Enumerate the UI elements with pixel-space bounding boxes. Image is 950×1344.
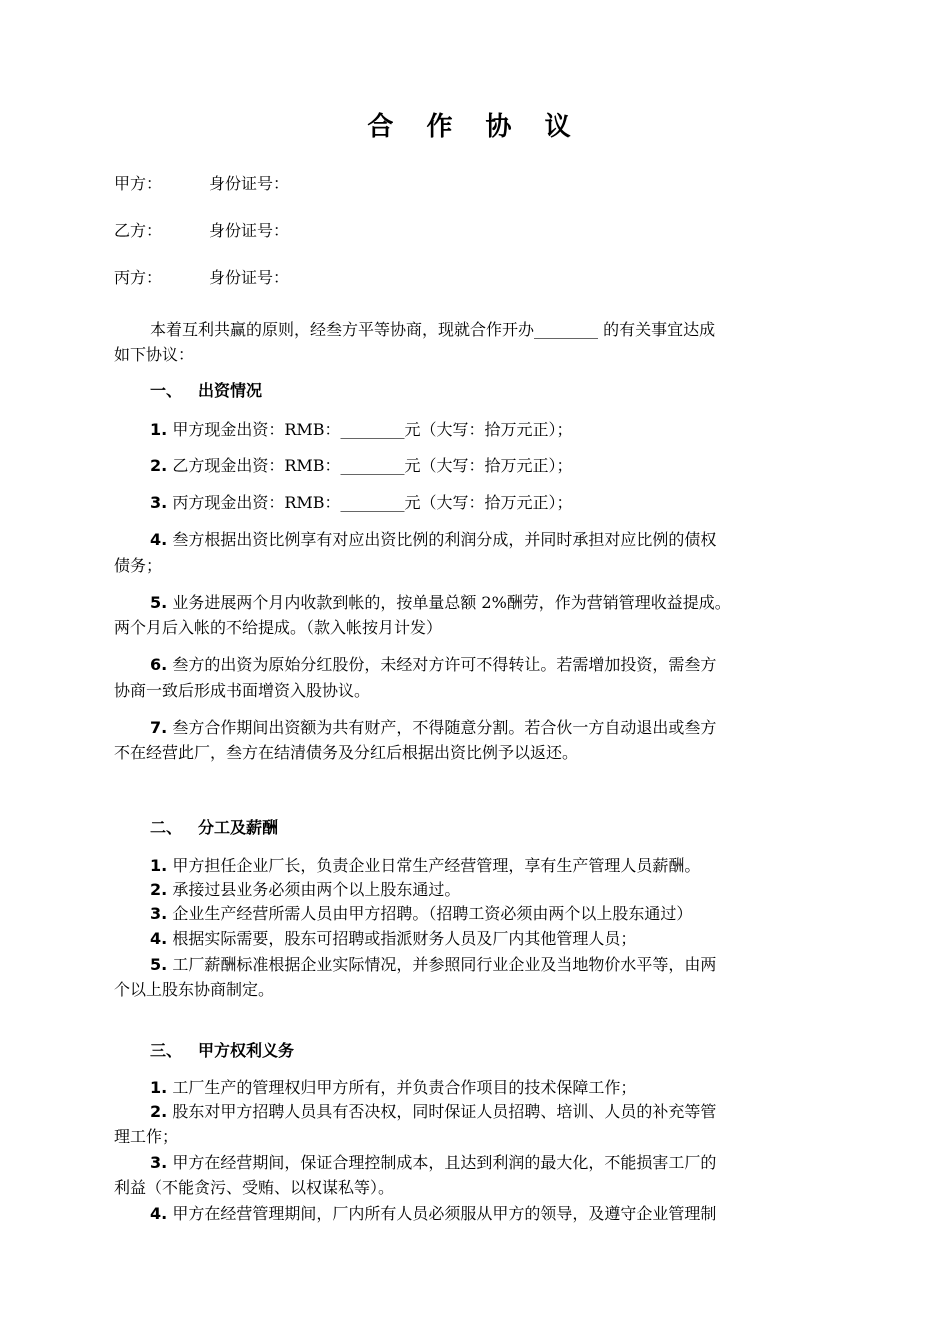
- s1-item-5-text: 业务进展两个月内收款到帐的，按单量总额 2%酬劳，作为营销管理收益提成。: [172, 593, 731, 612]
- s3-item-2-text: 股东对甲方招聘人员具有否决权，同时保证人员招聘、培训、人员的补充等管: [172, 1102, 717, 1121]
- s3-item-2-number: 2.: [150, 1102, 168, 1121]
- s3-item-1-number: 1.: [150, 1078, 168, 1097]
- section-2-heading: [150, 818, 838, 838]
- party-c-id-label: 身份证号：: [209, 268, 290, 287]
- s1-item-5: [150, 593, 838, 613]
- s1-item-6-cont: 协商一致后形成书面增资入股协议。: [114, 681, 371, 700]
- s1-item-7-number: 7.: [150, 718, 168, 737]
- s1-item-3-text: 丙方现金出资：RMB：________元（大写：拾万元正）；: [172, 493, 573, 512]
- s1-item-7-cont: 不在经营此厂，叁方在结清债务及分红后根据出资比例予以返还。: [114, 743, 579, 762]
- section-1-title: 出资情况: [198, 381, 263, 400]
- s2-item-3: [150, 904, 838, 924]
- s1-item-5-number: 5.: [150, 593, 168, 612]
- party-b: [114, 221, 838, 241]
- s1-item-3: [150, 493, 838, 513]
- s1-item-3-number: 3.: [150, 493, 168, 512]
- s3-item-2-cont: 理工作；: [114, 1127, 179, 1146]
- section-2-number: 二、: [150, 818, 183, 837]
- s2-item-1-number: 1.: [150, 856, 168, 875]
- s3-item-3-number: 3.: [150, 1153, 168, 1172]
- s2-item-5-text: 工厂薪酬标准根据企业实际情况，并参照同行业企业及当地物价水平等，由两: [172, 955, 717, 974]
- document-title: 合 作 协 议: [367, 112, 583, 142]
- s1-item-1-text: 甲方现金出资：RMB：________元（大写：拾万元正）；: [172, 420, 573, 439]
- s3-item-1-text: 工厂生产的管理权归甲方所有，并负责合作项目的技术保障工作；: [172, 1078, 637, 1097]
- s1-item-7-text: 叁方合作期间出资额为共有财产，不得随意分割。若合伙一方自动退出或叁方: [172, 718, 717, 737]
- s1-item-4-number: 4.: [150, 530, 168, 549]
- section-3-heading: [150, 1041, 838, 1061]
- s2-item-4: [150, 929, 838, 949]
- s3-item-4-text: 甲方在经营管理期间，厂内所有人员必须服从甲方的领导，及遵守企业管理制: [172, 1204, 717, 1223]
- s1-item-4-text: 叁方根据出资比例享有对应出资比例的利润分成，并同时承担对应比例的债权: [172, 530, 717, 549]
- s1-item-6: [150, 655, 838, 675]
- party-c-label: 丙方：: [114, 268, 163, 287]
- party-a-id-label: 身份证号：: [209, 174, 290, 193]
- party-a-label: 甲方：: [114, 174, 163, 193]
- s2-item-2-text: 承接过县业务必须由两个以上股东通过。: [172, 880, 461, 899]
- s2-item-4-number: 4.: [150, 929, 168, 948]
- section-1-number: 一、: [150, 381, 183, 400]
- s1-item-6-text: 叁方的出资为原始分红股份，未经对方许可不得转让。若需增加投资，需叁方: [172, 655, 717, 674]
- s1-item-2-number: 2.: [150, 456, 168, 475]
- s2-item-1: [150, 856, 838, 876]
- s1-item-6-number: 6.: [150, 655, 168, 674]
- s1-item-2-text: 乙方现金出资：RMB：________元（大写：拾万元正）；: [172, 456, 573, 475]
- section-2-title: 分工及薪酬: [198, 818, 279, 837]
- s2-item-2: [150, 880, 838, 900]
- intro-line-2: 如下协议：: [114, 345, 195, 364]
- s3-item-3-text: 甲方在经营期间，保证合理控制成本，且达到利润的最大化，不能损害工厂的: [172, 1153, 717, 1172]
- s3-item-3: [150, 1153, 838, 1173]
- s1-item-4-cont: 债务；: [114, 556, 163, 575]
- section-3-number: 三、: [150, 1041, 183, 1060]
- s1-item-7: [150, 718, 838, 738]
- party-b-label: 乙方：: [114, 221, 163, 240]
- section-1-heading: [150, 381, 838, 401]
- s3-item-4-number: 4.: [150, 1204, 168, 1223]
- s3-item-4: [150, 1204, 838, 1224]
- s3-item-3-cont: 利益（不能贪污、受贿、以权谋私等）。: [114, 1178, 395, 1197]
- s2-item-3-number: 3.: [150, 904, 168, 923]
- intro-line-1: 本着互利共赢的原则，经叁方平等协商，现就合作开办________ 的有关事宜达成: [150, 320, 716, 339]
- party-a: [114, 174, 838, 194]
- section-3-title: 甲方权利义务: [198, 1041, 295, 1060]
- s1-item-1-number: 1.: [150, 420, 168, 439]
- s2-item-5: [150, 955, 838, 975]
- s2-item-5-number: 5.: [150, 955, 168, 974]
- party-c: [114, 268, 838, 288]
- s2-item-3-text: 企业生产经营所需人员由甲方招聘。（招聘工资必须由两个以上股东通过）: [172, 904, 693, 923]
- party-b-id-label: 身份证号：: [209, 221, 290, 240]
- s3-item-1: [150, 1078, 838, 1098]
- s1-item-4: [150, 530, 838, 550]
- s2-item-5-cont: 个以上股东协商制定。: [114, 980, 275, 999]
- s1-item-1: [150, 420, 838, 440]
- s1-item-5-cont: 两个月后入帐的不给提成。（款入帐按月计发）: [114, 618, 443, 637]
- s2-item-2-number: 2.: [150, 880, 168, 899]
- s3-item-2: [150, 1102, 838, 1122]
- s1-item-2: [150, 456, 838, 476]
- s2-item-4-text: 根据实际需要，股东可招聘或指派财务人员及厂内其他管理人员；: [172, 929, 637, 948]
- s2-item-1-text: 甲方担任企业厂长，负责企业日常生产经营管理，享有生产管理人员薪酬。: [172, 856, 701, 875]
